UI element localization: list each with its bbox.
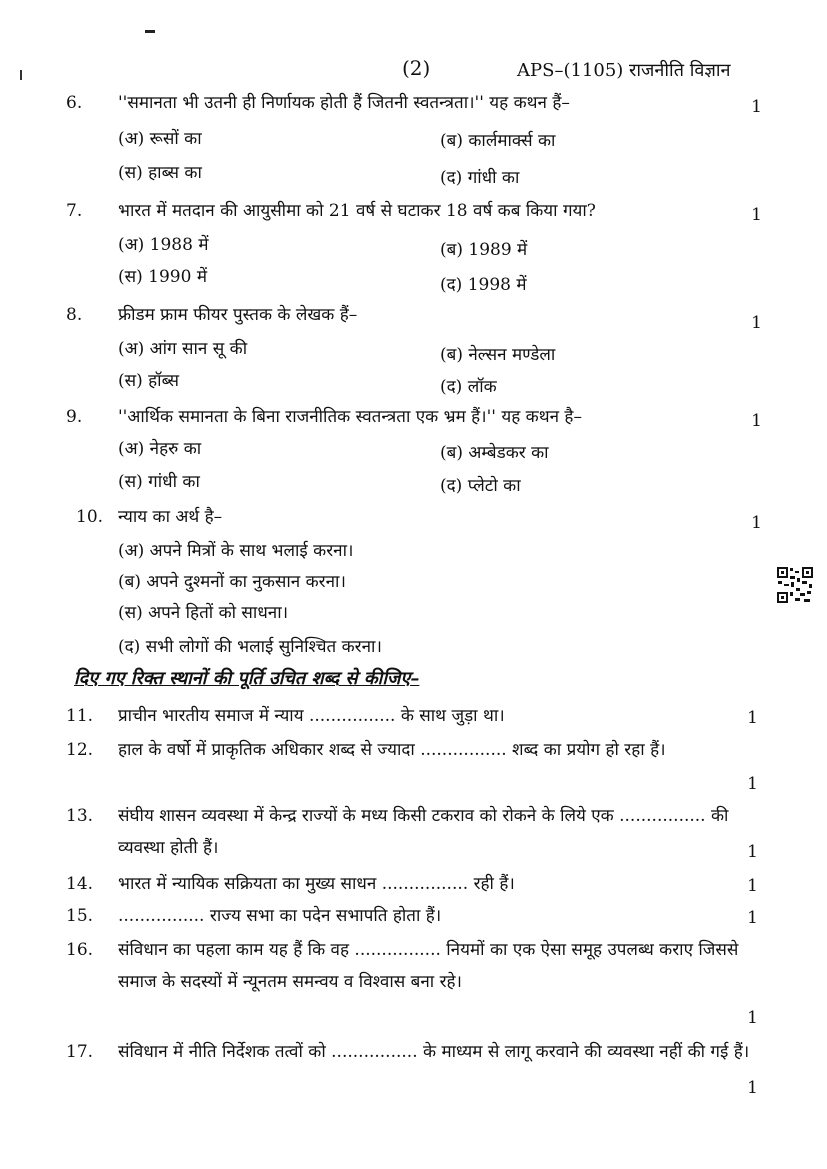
question-number: 10.: [76, 507, 104, 527]
question-marks: 1: [747, 774, 758, 794]
section-heading: दिए गए रिक्त स्थानों की पूर्ति उचित शब्द से कीजिए–: [74, 668, 420, 689]
question-marks: 1: [747, 876, 758, 896]
option-d: (द) सभी लोगों की भलाई सुनिश्चित करना।: [118, 637, 382, 657]
question-text: ''समानता भी उतनी ही निर्णायक होती हैं जितनी स्वतन्त्रता।'' यह कथन हैं–: [118, 93, 570, 113]
fill-question-17: [66, 1036, 766, 1100]
question-text: संघीय शासन व्यवस्था में केन्द्र राज्यों के मध्य किसी टकराव को रोकने के लिये एक ................ की व्यवस्था होती हैं।: [118, 806, 729, 858]
option-c: (स) हाब्स का: [118, 163, 202, 183]
question-marks: 1: [751, 411, 762, 431]
question-marks: 1: [747, 1008, 758, 1028]
option-a: (अ) अपने मित्रों के साथ भलाई करना।: [118, 541, 354, 561]
option-a: (अ) आंग सान सू की: [118, 339, 248, 359]
option-d: (द) प्लेटो का: [440, 476, 521, 496]
question-9: [66, 402, 766, 432]
question-marks: 1: [747, 708, 758, 728]
question-number: 7.: [66, 201, 83, 221]
question-number: 15.: [66, 906, 94, 926]
option-d: (द) गांधी का: [440, 168, 520, 188]
question-number: 8.: [66, 305, 83, 325]
question-text: प्राचीन भारतीय समाज में न्याय ................ के साथ जुड़ा था।: [118, 706, 505, 726]
question-text: भारत में मतदान की आयुसीमा को 21 वर्ष से घटाकर 18 वर्ष कब किया गया?: [118, 201, 596, 221]
option-a: (अ) नेहरु का: [118, 439, 202, 459]
option-a: (अ) रूसों का: [118, 129, 202, 149]
question-text: ................ राज्य सभा का पदेन सभापति होता हैं।: [118, 906, 442, 926]
option-b: (ब) नेल्सन मण्डेला: [440, 345, 556, 365]
question-text: फ्रीडम फ्राम फीयर पुस्तक के लेखक हैं–: [118, 305, 358, 325]
question-text: संविधान में नीति निर्देशक तत्वों को ................ के माध्यम से लागू करवाने की व्यवस्था नहीं की गई हैं।: [118, 1042, 750, 1062]
option-b: (ब) अपने दुश्मनों का नुकसान करना।: [118, 572, 346, 592]
question-text: हाल के वर्षो में प्राकृतिक अधिकार शब्द से ज्यादा ................ शब्द का प्रयोग हो रहा हैं।: [118, 740, 666, 760]
question-number: 9.: [66, 407, 83, 427]
question-number: 12.: [66, 740, 94, 760]
option-b: (ब) अम्बेडकर का: [440, 443, 549, 463]
question-marks: 1: [747, 1078, 758, 1098]
question-number: 16.: [66, 940, 94, 960]
fill-question-11: [66, 700, 766, 732]
question-number: 11.: [66, 706, 94, 726]
question-8: [66, 300, 766, 333]
paper-code: APS–(1105) राजनीति विज्ञान: [517, 60, 731, 81]
fill-question-12: [66, 734, 766, 798]
question-marks: 1: [747, 908, 758, 928]
option-a: (अ) 1988 में: [118, 235, 209, 255]
qr-code: [776, 566, 814, 604]
option-b: (ब) कार्लमार्क्स का: [440, 131, 556, 151]
option-c: (स) हॉब्स: [118, 371, 180, 391]
question-number: 6.: [66, 93, 83, 113]
question-marks: 1: [747, 842, 758, 862]
scan-mark: [20, 70, 22, 80]
question-10: [66, 502, 766, 532]
option-b: (ब) 1989 में: [440, 240, 528, 260]
option-c: (स) गांधी का: [118, 472, 200, 492]
question-number: 13.: [66, 806, 94, 826]
question-text: भारत में न्यायिक सक्रियता का मुख्य साधन ................ रही हैं।: [118, 874, 515, 894]
option-d: (द) लॉक: [440, 377, 497, 397]
question-marks: 1: [751, 513, 762, 533]
question-text: ''आर्थिक समानता के बिना राजनीतिक स्वतन्त्रता एक भ्रम हैं।'' यह कथन है–: [118, 407, 582, 427]
fill-question-14: [66, 868, 766, 900]
question-text: संविधान का पहला काम यह हैं कि वह ................ नियमों का एक ऐसा समूह उपलब्ध कराए जिससे समाज के सदस्यों में न्यूनतम समन्वय व विश्वास बना रहे।: [118, 940, 739, 992]
fill-question-15: [66, 900, 766, 932]
question-number: 17.: [66, 1042, 94, 1062]
question-marks: 1: [751, 313, 762, 333]
option-c: (स) अपने हितों को साधना।: [118, 603, 289, 623]
question-number: 14.: [66, 874, 94, 894]
question-6: [66, 88, 766, 118]
fill-question-13: [66, 800, 766, 864]
question-marks: 1: [751, 97, 762, 117]
question-7: [66, 196, 766, 226]
question-marks: 1: [751, 205, 762, 225]
option-d: (द) 1998 में: [440, 275, 527, 295]
page-number: (2): [402, 56, 431, 80]
scan-mark: [145, 30, 155, 33]
question-text: न्याय का अर्थ है–: [118, 507, 223, 527]
option-c: (स) 1990 में: [118, 267, 207, 287]
fill-question-16: [66, 934, 766, 1030]
